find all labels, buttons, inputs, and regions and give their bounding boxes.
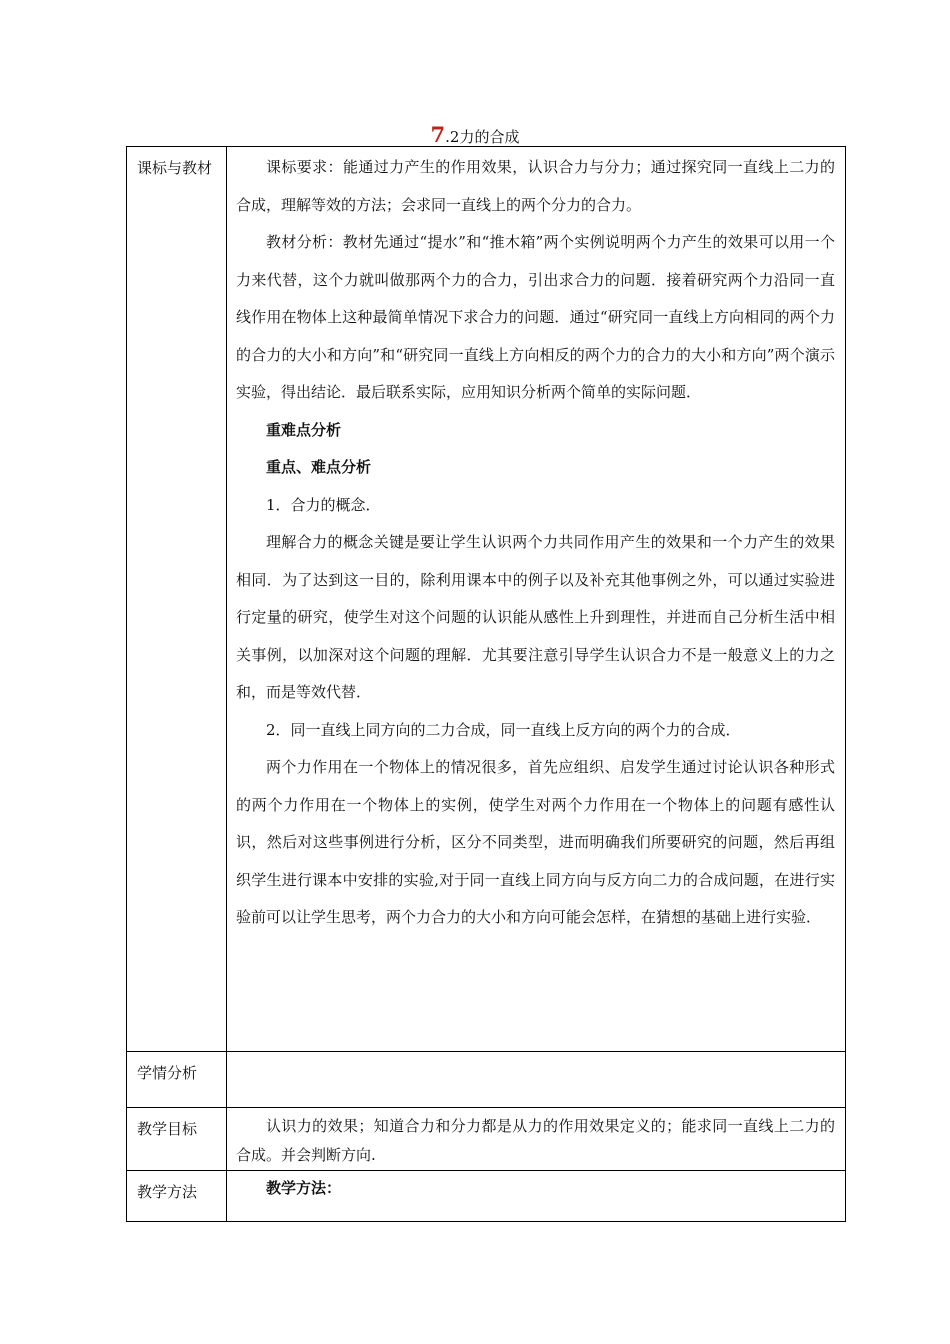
teaching-method-content: 教学方法：	[266, 1179, 342, 1197]
textbook-analysis-paragraph: 教材分析：教材先通过“提水”和“推木箱”两个实例说明两个力产生的效果可以用一个力来代替，这个力就叫做那两个力的合力，引出求合力的问题．接着研究两个力沿同一直线作用在物体上这种最简单情况下求合力的问题．通过“研究同一直线上方向相同的两个力的合力的大小和方向”和“研究同一直线上方向相反的两个力的合力的大小和方向”两个演示实验，得出结论．最后联系实际，应用知识分析两个简单的实际问题．	[236, 233, 835, 401]
student-analysis-cell	[227, 1052, 846, 1108]
standard-requirement-paragraph: 课标要求：能通过力产生的作用效果，认识合力与分力；通过探究同一直线上二力的合成，理解等效的方法；会求同一直线上的两个分力的合力。	[236, 158, 835, 214]
point-2-heading: 2．同一直线上同方向的二力合成，同一直线上反方向的两个力的合成．	[266, 720, 741, 739]
lesson-plan-table	[126, 146, 846, 1222]
teaching-goals-content	[227, 1108, 845, 1170]
row-label-cell	[127, 1171, 227, 1222]
row-label-cell	[127, 1052, 227, 1108]
curriculum-content	[227, 147, 845, 937]
title-number: 7	[430, 122, 446, 147]
point-1-paragraph: 理解合力的概念关键是要让学生认识两个力共同作用产生的效果和一个力产生的效果相同．为了达到这一目的，除利用课本中的例子以及补充其他事例之外，可以通过实验进行定量的研究，使学生对这个问题的认识能从感性上升到理性，并进而自己分析生活中相关事例，以加深对这个问题的理解．尤其要注意引导学生认识合力不是一般意义上的力之和，而是等效代替．	[236, 533, 835, 701]
table-row-teaching-method	[127, 1171, 846, 1222]
key-difficulty-heading: 重难点分析	[266, 420, 342, 439]
row-label-teaching-method: 教学方法	[137, 1183, 198, 1201]
point-1-heading: 1．合力的概念．	[266, 495, 381, 514]
row-label-curriculum: 课标与教材	[137, 159, 213, 177]
table-row-teaching-goals	[127, 1108, 846, 1171]
curriculum-content-cell	[227, 147, 846, 1052]
row-label-student-analysis: 学情分析	[137, 1064, 198, 1082]
row-label-cell	[127, 1108, 227, 1171]
student-analysis-content	[227, 1052, 845, 1054]
page-title	[0, 124, 950, 148]
point-2-paragraph: 两个力作用在一个物体上的情况很多，首先应组织、启发学生通过讨论认识各种形式的两个力作用在一个物体上的实例，使学生对两个力作用在一个物体上的问题有感性认识，然后对这些事例进行分析，区分不同类型，进而明确我们所要研究的问题，然后再组织学生进行课本中安排的实验,对于同一直线上同方向与反方向二力的合成问题，在进行实验前可以让学生思考，两个力合力的大小和方向可能会怎样，在猜想的基础上进行实验．	[236, 758, 835, 926]
teaching-goals-cell	[227, 1108, 846, 1171]
table-row-curriculum	[127, 147, 846, 1052]
table-row-student-analysis	[127, 1052, 846, 1108]
row-label-teaching-goals: 教学目标	[137, 1120, 198, 1138]
key-difficulty-subheading: 重点、难点分析	[266, 458, 372, 476]
title-text: .2力的合成	[445, 128, 520, 146]
teaching-goals-text: 认识力的效果；知道合力和分力都是从力的作用效果定义的；能求同一直线上二力的合成。并会判断方向.	[236, 1117, 835, 1164]
row-label-cell	[127, 147, 227, 1052]
teaching-method-cell	[227, 1171, 846, 1222]
